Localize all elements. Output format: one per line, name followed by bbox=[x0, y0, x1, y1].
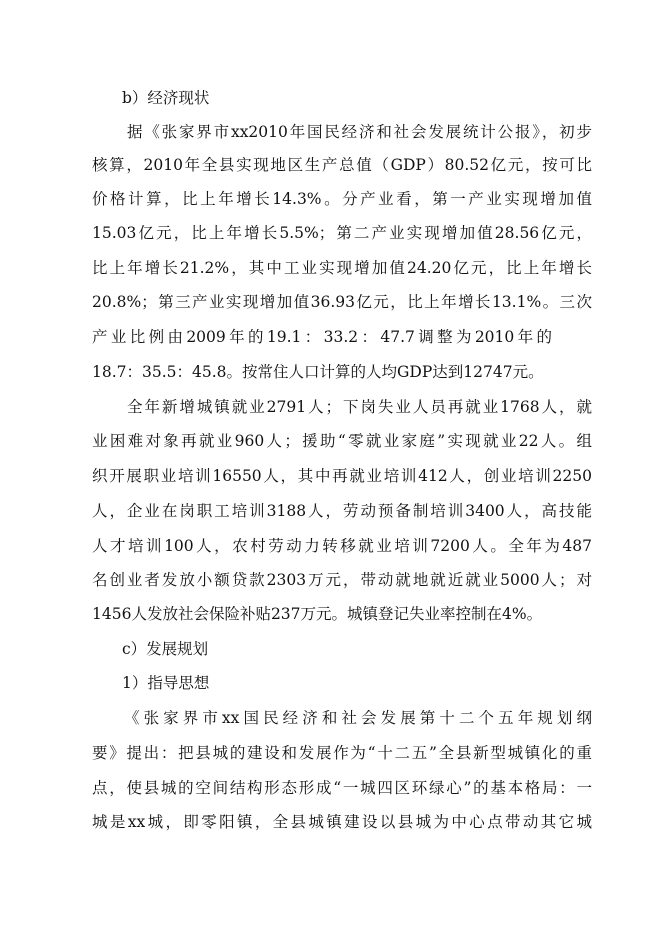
section-heading-development-plan: c）发展规划 bbox=[122, 640, 209, 658]
section-heading-economic-status: b）经济现状 bbox=[122, 89, 210, 107]
paragraph-line: 价格计算，比上年增长14.3%。分产业看，第一产业实现增加值 bbox=[92, 190, 592, 208]
paragraph-line: 织开展职业培训16550人，其中再就业培训412人，创业培训2250 bbox=[92, 467, 592, 485]
paragraph-line: 城是xx城，即零阳镇，全县城镇建设以县城为中心点带动其它城 bbox=[92, 813, 592, 831]
paragraph-line: 要》提出：把县城的建设和发展作为“十二五”全县新型城镇化的重 bbox=[92, 744, 592, 762]
paragraph-line: 据《张家界市xx2010年国民经济和社会发展统计公报》，初步 bbox=[127, 123, 592, 141]
paragraph-line: 业困难对象再就业960人；援助“零就业家庭”实现就业22人。组 bbox=[92, 432, 592, 450]
paragraph-line: 产业比例由2009年的19.1：33.2：47.7调整为2010年的 bbox=[92, 328, 552, 346]
paragraph-line: 《张家界市xx国民经济和社会发展第十二个五年规划纲 bbox=[124, 709, 592, 727]
paragraph-line: 核算，2010年全县实现地区生产总值（GDP）80.52亿元，按可比 bbox=[92, 156, 592, 174]
paragraph-line: 全年新增城镇就业2791人；下岗失业人员再就业1768人，就 bbox=[127, 398, 592, 416]
paragraph-line: 20.8%；第三产业实现增加值36.93亿元，比上年增长13.1%。三次 bbox=[92, 293, 592, 311]
paragraph-line: 18.7：35.5：45.8。按常住人口计算的人均GDP达到12747元。 bbox=[92, 363, 544, 381]
paragraph-line: 1456人发放社会保险补贴237万元。城镇登记失业率控制在4%。 bbox=[92, 605, 543, 623]
paragraph-line: 比上年增长21.2%，其中工业实现增加值24.20亿元，比上年增长 bbox=[92, 259, 592, 277]
paragraph-line: 人，企业在岗职工培训3188人，劳动预备制培训3400人，高技能 bbox=[92, 502, 592, 520]
paragraph-line: 名创业者发放小额贷款2303万元，带动就地就近就业5000人；对 bbox=[92, 571, 592, 589]
paragraph-line: 15.03亿元，比上年增长5.5%；第二产业实现增加值28.56亿元， bbox=[92, 224, 592, 242]
subsection-heading-guiding-ideology: 1）指导思想 bbox=[122, 674, 210, 692]
paragraph-line: 人才培训100人，农村劳动力转移就业培训7200人。全年为487 bbox=[92, 537, 592, 555]
paragraph-line: 点，使县城的空间结构形态形成“一城四区环绿心”的基本格局：一 bbox=[92, 779, 592, 797]
